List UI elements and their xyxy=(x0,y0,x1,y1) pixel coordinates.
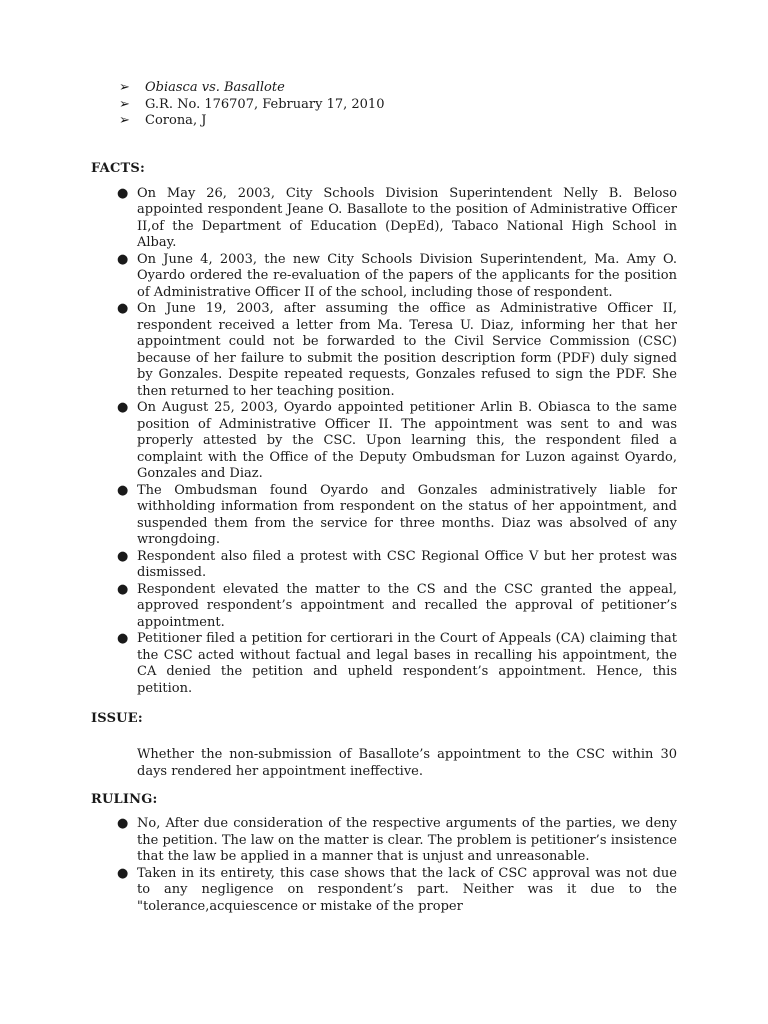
fact-text: Respondent also filed a protest with CSC Regional Office V but her protest was dismissed. xyxy=(137,548,677,580)
ponente-item xyxy=(119,113,677,130)
ruling-text: No, After due consideration of the respective arguments of the parties, we deny the petition. The law on the matter is clear. The problem is petitioner’s insistence that the law be applied in a manner that is unjust and unreasonable. xyxy=(137,816,677,864)
ruling-text: Taken in its entirety, this case shows that the lack of CSC approval was not due to any negligence on respondent’s part. Neither was it due to the "tolerance,acquiescence or mistake of the proper xyxy=(137,865,677,914)
issue-text: Whether the non-submission of Basallote’s appointment to the CSC within 30 days rendered her appointment ineffective. xyxy=(137,747,677,779)
list-item xyxy=(117,549,677,582)
bullet-dot-icon: ● xyxy=(117,251,129,267)
fact-text: The Ombudsman found Oyardo and Gonzales administratively liable for withholding information from respondent on the status of her appointment, and suspended them from the service for three months. Diaz was absolved of any wrongdoing. xyxy=(137,482,677,547)
ruling-heading: RULING: xyxy=(91,792,158,807)
case-number-item xyxy=(119,97,677,114)
case-number: G.R. No. 176707, February 17, 2010 xyxy=(145,96,385,112)
list-item xyxy=(117,582,677,632)
arrow-bullet-icon: ➢ xyxy=(119,96,130,112)
fact-text: Respondent elevated the matter to the CS and the CSC granted the appeal, approved respondent’s appointment and recalled the approval of petitioner’s appointment. xyxy=(137,581,677,630)
case-title-item xyxy=(119,80,677,97)
list-item xyxy=(117,631,677,697)
list-item xyxy=(117,301,677,400)
facts-heading: FACTS: xyxy=(91,160,145,176)
bullet-dot-icon: ● xyxy=(117,301,129,316)
fact-text: On June 4, 2003, the new City Schools Division Superintendent, Ma. Amy O. Oyardo ordered the re-evaluation of the papers of the applicants for the position of Administrative Officer II of the school, including those of respondent. xyxy=(137,251,677,300)
arrow-bullet-icon: ➢ xyxy=(119,113,130,128)
list-item xyxy=(117,483,677,549)
fact-text: Petitioner filed a petition for certiorari in the Court of Appeals (CA) claiming that the CSC acted without factual and legal bases in recalling his appointment, the CA denied the petition and upheld respondent’s appointment. Hence, this petition. xyxy=(137,631,677,696)
ruling-list xyxy=(117,816,677,915)
fact-text: On August 25, 2003, Oyardo appointed petitioner Arlin B. Obiasca to the same position of Administrative Officer II. The appointment was sent to and was properly attested by the CSC. Upon learning this, the respondent filed a complaint with the Office of the Deputy Ombudsman for Luzon against Oyardo, Gonzales and Diaz. xyxy=(137,400,677,481)
case-title: Obiasca vs. Basallote xyxy=(145,80,285,95)
ponente: Corona, J xyxy=(145,113,207,128)
arrow-bullet-icon: ➢ xyxy=(119,80,130,95)
bullet-dot-icon: ● xyxy=(117,631,129,646)
bullet-dot-icon: ● xyxy=(117,482,129,498)
fact-text: On June 19, 2003, after assuming the office as Administrative Officer II, respondent received a letter from Ma. Teresa U. Diaz, informing her that her appointment could not be forwarded to the Civil Service Commission (CSC) because of her failure to submit the position description form (PDF) duly signed by Gonzales. Despite repeated requests, Gonzales refused to sign the PDF. She then returned to her teaching position. xyxy=(137,301,677,399)
list-item xyxy=(117,252,677,302)
bullet-dot-icon: ● xyxy=(117,581,129,597)
list-item xyxy=(117,400,677,483)
case-header-list xyxy=(119,80,677,130)
bullet-dot-icon: ● xyxy=(117,548,129,564)
list-item xyxy=(117,816,677,866)
bullet-dot-icon: ● xyxy=(117,816,129,831)
list-item xyxy=(117,186,677,252)
bullet-dot-icon: ● xyxy=(117,865,129,881)
bullet-dot-icon: ● xyxy=(117,185,129,201)
bullet-dot-icon: ● xyxy=(117,400,129,415)
facts-list xyxy=(117,186,677,698)
issue-heading: ISSUE: xyxy=(91,711,143,726)
fact-text: On May 26, 2003, City Schools Division Superintendent Nelly B. Beloso appointed respondent Jeane O. Basallote to the position of Administrative Officer II,of the Department of Education (DepEd), Tabaco National High School in Albay. xyxy=(137,185,677,250)
list-item xyxy=(117,866,677,916)
